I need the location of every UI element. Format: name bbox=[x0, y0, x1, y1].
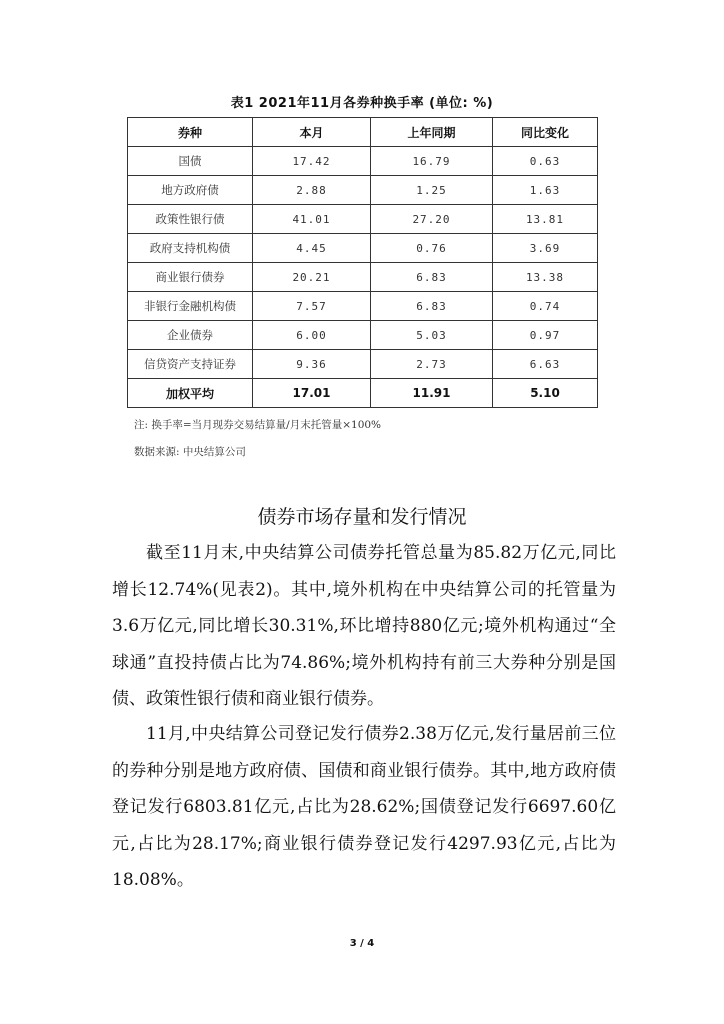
table-header-row bbox=[128, 118, 598, 147]
value-cell: 6.00 bbox=[253, 321, 371, 350]
table-row bbox=[128, 234, 598, 263]
turnover-rate-table bbox=[127, 117, 598, 408]
value-cell: 1.63 bbox=[493, 176, 598, 205]
page-number: 3 / 4 bbox=[349, 938, 375, 949]
table-footnote: 注: 换手率=当月现券交易结算量/月末托管量×100% bbox=[134, 419, 382, 431]
column-header: 上年同期 bbox=[371, 118, 493, 147]
value-cell: 3.69 bbox=[493, 234, 598, 263]
body-paragraph: 11月,中央结算公司登记发行债券2.38万亿元,发行量居前三位的券种分别是地方政府债、国债和商业银行债券。其中,地方政府债登记发行6803.81亿元,占比为28.62%;国债登记发行6697.60亿元,占比为28.17%;商业银行债券登记发行4297.93亿元,占比为18.08%。 bbox=[112, 724, 616, 890]
total-value-cell: 5.10 bbox=[493, 379, 598, 408]
value-cell: 0.97 bbox=[493, 321, 598, 350]
bond-type-cell: 非银行金融机构债 bbox=[128, 292, 253, 321]
value-cell: 7.57 bbox=[253, 292, 371, 321]
bond-type-cell: 信贷资产支持证券 bbox=[128, 350, 253, 379]
value-cell: 41.01 bbox=[253, 205, 371, 234]
table-row bbox=[128, 147, 598, 176]
value-cell: 6.63 bbox=[493, 350, 598, 379]
table-caption: 表1 2021年11月各券种换手率 (单位: %) bbox=[230, 96, 494, 111]
data-source-note: 数据来源: 中央结算公司 bbox=[134, 446, 246, 458]
total-value-cell: 17.01 bbox=[253, 379, 371, 408]
bond-type-cell: 地方政府债 bbox=[128, 176, 253, 205]
total-value-cell: 11.91 bbox=[371, 379, 493, 408]
table-row bbox=[128, 292, 598, 321]
column-header: 同比变化 bbox=[493, 118, 598, 147]
column-header: 本月 bbox=[253, 118, 371, 147]
bond-type-cell: 政策性银行债 bbox=[128, 205, 253, 234]
body-paragraph: 截至11月末,中央结算公司债券托管总量为85.82万亿元,同比增长12.74%(见表2)。其中,境外机构在中央结算公司的托管量为3.6万亿元,同比增长30.31%,环比增持880亿元;境外机构通过“全球通”直投持债占比为74.86%;境外机构持有前三大券种分别是国债、政策性银行债和商业银行债券。 bbox=[112, 543, 616, 709]
value-cell: 20.21 bbox=[253, 263, 371, 292]
bond-type-cell: 政府支持机构债 bbox=[128, 234, 253, 263]
value-cell: 4.45 bbox=[253, 234, 371, 263]
table-row bbox=[128, 321, 598, 350]
value-cell: 0.76 bbox=[371, 234, 493, 263]
value-cell: 16.79 bbox=[371, 147, 493, 176]
total-label-cell: 加权平均 bbox=[128, 379, 253, 408]
value-cell: 2.73 bbox=[371, 350, 493, 379]
value-cell: 6.83 bbox=[371, 292, 493, 321]
value-cell: 13.81 bbox=[493, 205, 598, 234]
value-cell: 5.03 bbox=[371, 321, 493, 350]
table-row bbox=[128, 176, 598, 205]
bond-type-cell: 商业银行债券 bbox=[128, 263, 253, 292]
table-row bbox=[128, 350, 598, 379]
value-cell: 6.83 bbox=[371, 263, 493, 292]
bond-type-cell: 企业债券 bbox=[128, 321, 253, 350]
table-row bbox=[128, 263, 598, 292]
weighted-average-row bbox=[128, 379, 598, 408]
column-header: 券种 bbox=[128, 118, 253, 147]
value-cell: 2.88 bbox=[253, 176, 371, 205]
value-cell: 13.38 bbox=[493, 263, 598, 292]
bond-type-cell: 国债 bbox=[128, 147, 253, 176]
value-cell: 17.42 bbox=[253, 147, 371, 176]
value-cell: 27.20 bbox=[371, 205, 493, 234]
table-row bbox=[128, 205, 598, 234]
value-cell: 1.25 bbox=[371, 176, 493, 205]
section-title: 债券市场存量和发行情况 bbox=[257, 506, 467, 528]
value-cell: 0.74 bbox=[493, 292, 598, 321]
value-cell: 0.63 bbox=[493, 147, 598, 176]
value-cell: 9.36 bbox=[253, 350, 371, 379]
